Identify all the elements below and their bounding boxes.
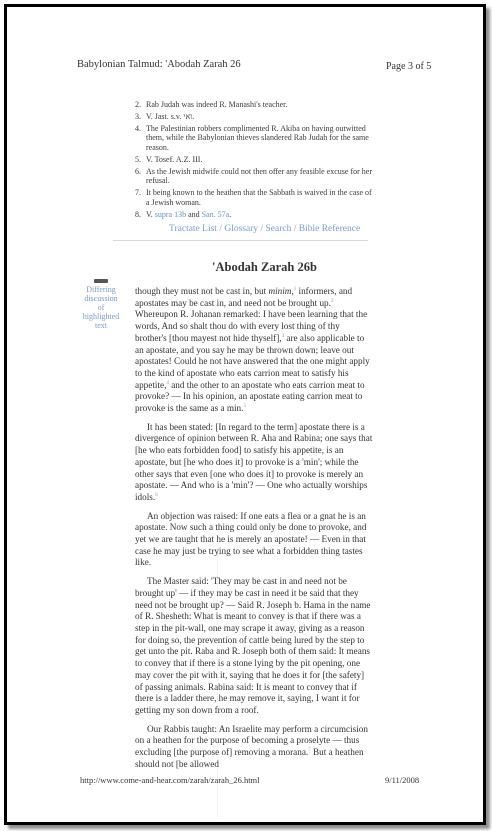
navigation-links: Tractate List / Glossary / Search / Bible Reference — [169, 224, 361, 234]
footnote-ref[interactable]: 4 — [166, 380, 169, 386]
page-header-title: Babylonian Talmud: 'Abodah Zarah 26 — [77, 59, 241, 70]
page-number: Page 3 of 5 — [386, 61, 432, 72]
footer-url: http://www.come-and-hear.com/zarah/zarah_26.html — [80, 775, 260, 785]
footnote-ref[interactable]: 6 — [155, 492, 158, 498]
nav-bible-reference[interactable]: Bible Reference — [298, 224, 361, 234]
divider — [113, 240, 368, 241]
footnote-ref[interactable]: 1 — [293, 286, 297, 292]
paragraph: The Master said: 'They may be cast in and need not be brought up' — if they may be cast in need it be said that they need not be brought up? — Said R. Joseph b. Hama in the name of R. Shesheth: What is meant to convey is that if there was a step in the pit-wall, one may scrape it away, giving as a reason for doing so, the prevention of cattle being lured by the step to get unto the pit. Raba and R. Joseph both of them said: It means to convey that if there is a stone lying by the pit opening, one may cover the pit with it, saying that he does it for [the safety] of passing animals. Rabina said: It is meant to convey that if there is a ladder there, he may remove it, saying, I want it for getting my son down from a roof. — [135, 576, 371, 715]
footnote: 8. V. supra 13b and San. 57a. — [135, 209, 232, 219]
footnote: 6. As the Jewish midwife could not then offer any feasible excuse for her refusal. — [135, 166, 373, 186]
sanhedrin-link[interactable]: San. 57a — [201, 209, 230, 219]
marker-icon — [94, 279, 108, 283]
supra-link[interactable]: supra 13b — [154, 209, 187, 219]
footnote: 7. It being known to the heathen that the Sabbath is waived in the case of a Jewish woman. — [135, 188, 372, 207]
footnote: 2. Rab Judah was indeed R. Manashi's teacher. — [135, 100, 288, 109]
footnotes-list — [135, 100, 377, 222]
nav-search[interactable]: Search — [265, 224, 292, 234]
footnote: 5. V. Tosef. A.Z. III. — [135, 154, 203, 164]
paragraph: Our Rabbis taught: An Israelite may perform a circumcision on a heathen for the purpose of becoming a proselyte — thus excluding [the purpose of] removing a morana.$^7$ But a heathen should not [be allowed — [135, 723, 368, 769]
footnote-ref[interactable]: 2 — [330, 298, 334, 304]
footnote: 3. V. Jast. s.v. ואי. — [135, 112, 195, 122]
document-frame — [4, 4, 486, 825]
footnote: 4. The Palestinian robbers complimented R. Akiba on having outwitted them, while the Babylonian thieves slandered Rab Judah for the same reason. — [135, 124, 369, 152]
paragraph: though they must not be cast in, but minim,$^1$ informers, and apostates may be cast in, and need not be brought up.$^2$ Whereupon R. Johanan remarked: I have been learning that the words, And so shalt thou do with every lost thing of thy brother's [thou mayest not hide thyself],$^3$ are also applicable to an apostate, and you say he may be thrown down; leave out apostates! Could he not have answered that the one might apply to the kind of apostate who eats carrion meat to satisfy his appetite,$^4$ and the other to an apostate who eats carrion meat to provoke? — In his opinion, an apostate eating carrion meat to provoke is the same as a min.$^5$ — [135, 286, 370, 414]
side-note[interactable] — [81, 279, 121, 330]
side-note-text: Differing discussion of highlighted text — [82, 285, 120, 330]
footer-date: 9/11/2008 — [385, 775, 420, 785]
section-title: 'Abodah Zarah 26b — [212, 260, 317, 274]
nav-tractate-list[interactable]: Tractate List — [169, 224, 217, 234]
paragraph: It has been stated: [In regard to the term] apostate there is a divergence of opinion between R. Aha and Rabina; one says that [he who eats forbidden food] to satisfy his appetite, is an apostate, but [he who does it] to provoke is a 'min'; while the other says that even [one who does it] to provoke is merely an apostate. — And who is a 'min'? — One who actually worships idols.$^6$ — [135, 421, 373, 502]
printed-page — [7, 7, 483, 822]
footnote-ref[interactable]: 3 — [281, 333, 285, 339]
footnote-ref[interactable]: 7 — [308, 747, 311, 753]
main-text — [135, 286, 373, 777]
paragraph: An objection was raised: If one eats a flea or a gnat he is an apostate. Now such a thing could only be done to provoke, and yet we are taught that he is merely an apostate! — Even in that case he may just be trying to see what a forbidden thing tastes like. — [135, 510, 367, 568]
nav-glossary[interactable]: Glossary — [224, 224, 259, 234]
footnote-ref[interactable]: 5 — [243, 403, 246, 409]
